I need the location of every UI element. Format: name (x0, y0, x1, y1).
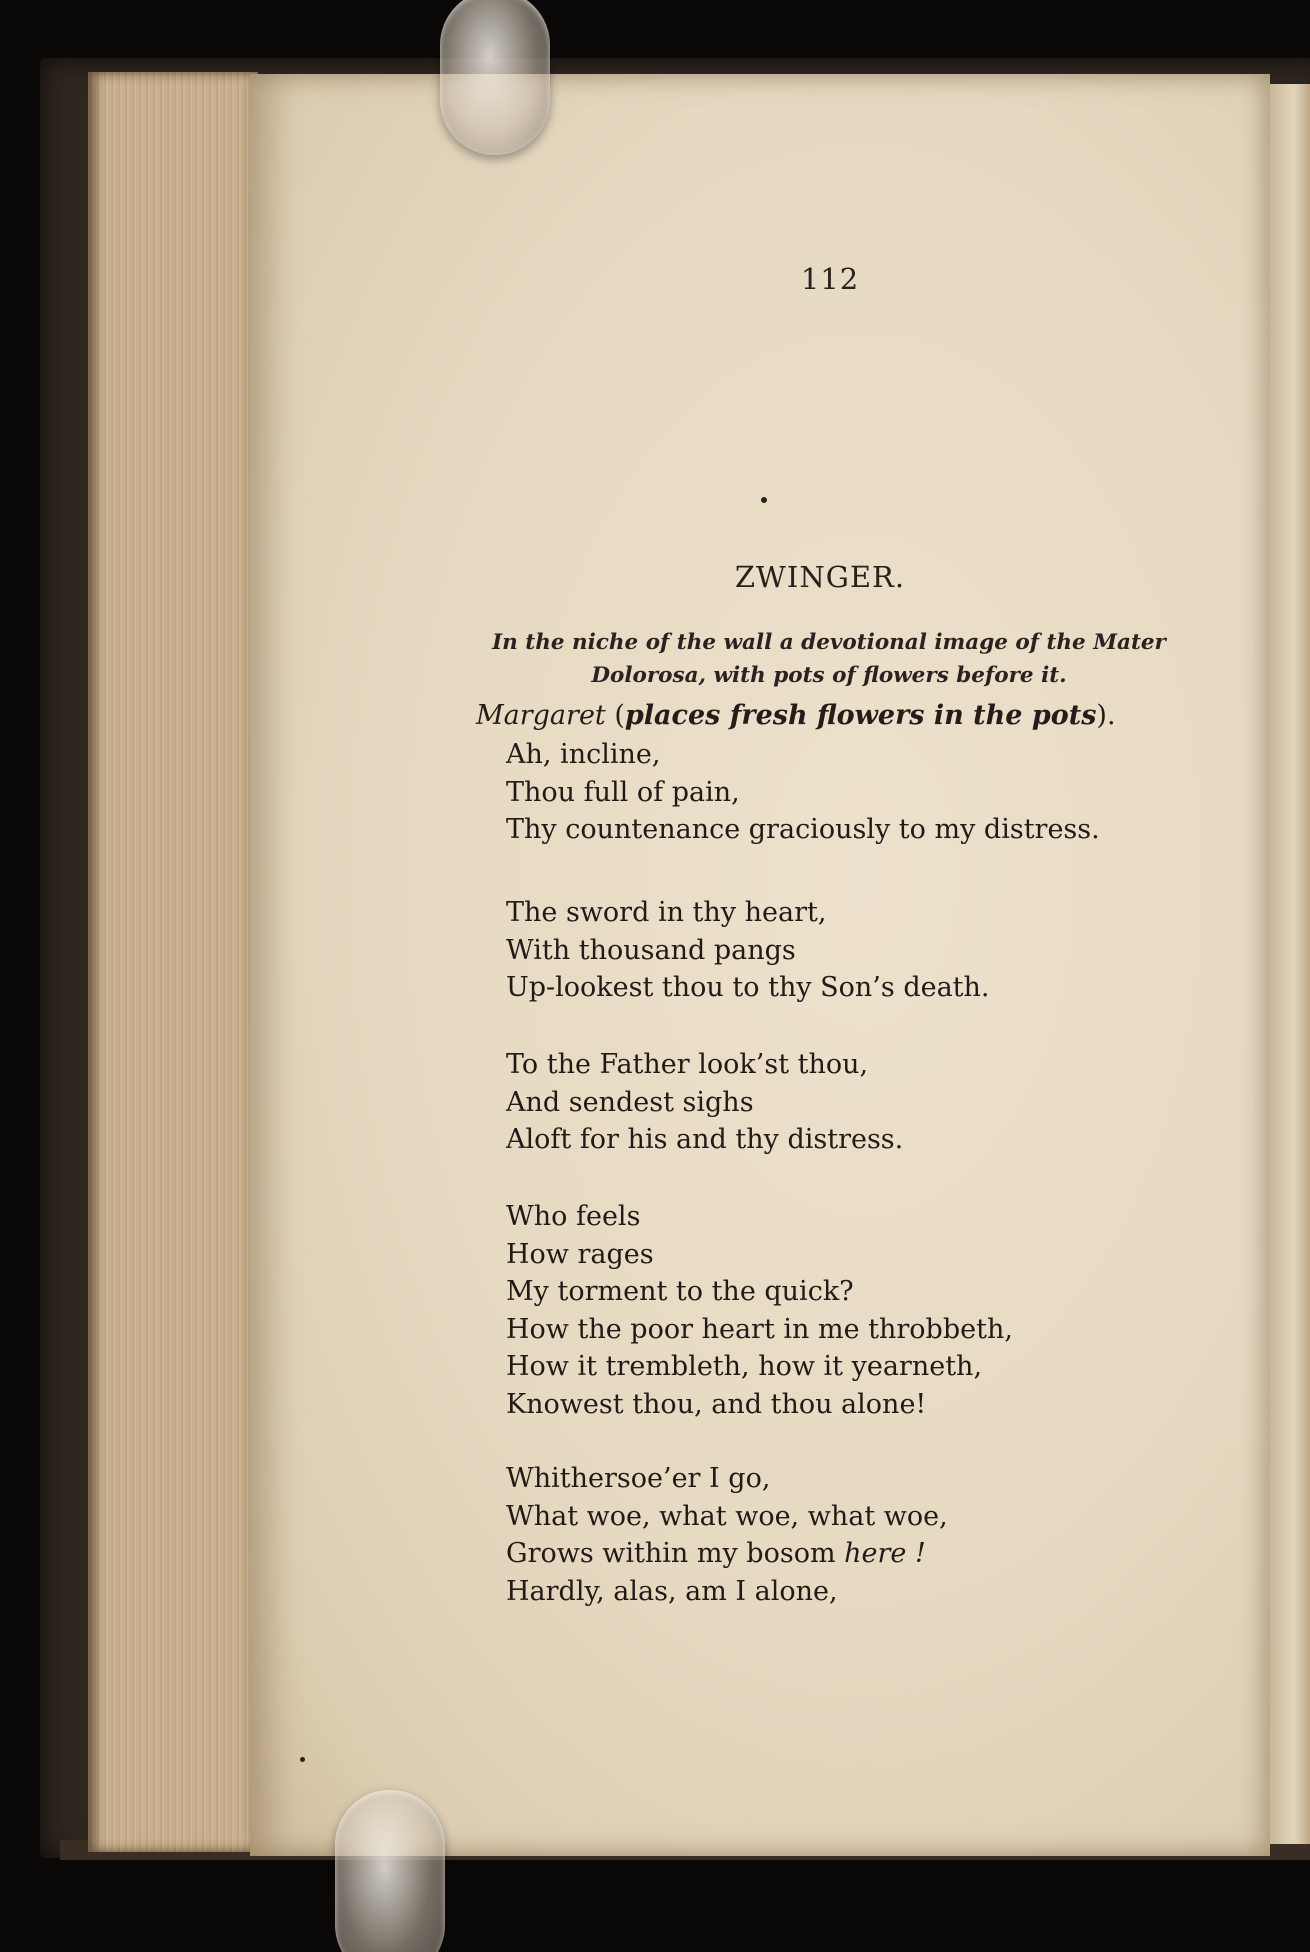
print-mark (300, 1757, 305, 1762)
verse-line: Up-lookest thou to thy Son’s death. (506, 972, 990, 1003)
facing-page-edge (1270, 84, 1310, 1844)
page-stack-edge (88, 72, 258, 1852)
page-number: 112 (800, 262, 860, 296)
stanza-1 (506, 736, 1100, 849)
verse-line: And sendest sighs (506, 1086, 754, 1118)
verse-line: Knowest thou, and thou alone! (506, 1388, 927, 1420)
verse-line: Who feels (506, 1201, 641, 1232)
stanza-5 (506, 1460, 948, 1610)
verse-line: How it trembleth, how it yearneth, (506, 1351, 983, 1382)
verse-line: How the poor heart in me throbbeth, (506, 1313, 1013, 1345)
verse-line: Thou full of pain, (506, 776, 740, 808)
verse-line: With thousand pangs (506, 934, 796, 966)
verse-text: Grows within my bosom (506, 1538, 845, 1569)
stage-direction: In the niche of the wall a devotional image of the Mater Dolorosa, with pots of flowers before it. (492, 630, 1166, 688)
page-clip-top (440, 0, 550, 155)
verse-emphasis: here ! (844, 1538, 926, 1569)
verse-line: Thy countenance graciously to my distress. (506, 814, 1100, 845)
stanza-4 (506, 1198, 1013, 1423)
scene-title: ZWINGER. (734, 560, 906, 594)
speaker-paren-open: ( (605, 700, 625, 731)
speaker-name: Margaret (476, 700, 606, 731)
speaker-direction: places fresh flowers in the pots (624, 700, 1097, 731)
verse-line: Whithersoe’er I go, (506, 1463, 771, 1494)
stanza-3 (506, 1046, 903, 1159)
stanza-2 (506, 894, 990, 1007)
verse-line: Hardly, alas, am I alone, (506, 1575, 838, 1607)
page-clip-bottom (335, 1790, 445, 1952)
verse-line: My torment to the quick? (506, 1276, 854, 1307)
verse-line: How rages (506, 1238, 654, 1270)
verse-line: Ah, incline, (506, 739, 661, 770)
verse-line: To the Father look’st thou, (506, 1049, 869, 1080)
speaker-line (476, 700, 1116, 731)
verse-line: What woe, what woe, what woe, (506, 1500, 948, 1532)
speaker-paren-close: ). (1096, 700, 1116, 731)
verse-line-emphasis (506, 1535, 948, 1573)
verse-line: The sword in thy heart, (506, 897, 827, 928)
print-mark (761, 497, 767, 503)
verse-line: Aloft for his and thy distress. (506, 1124, 904, 1155)
